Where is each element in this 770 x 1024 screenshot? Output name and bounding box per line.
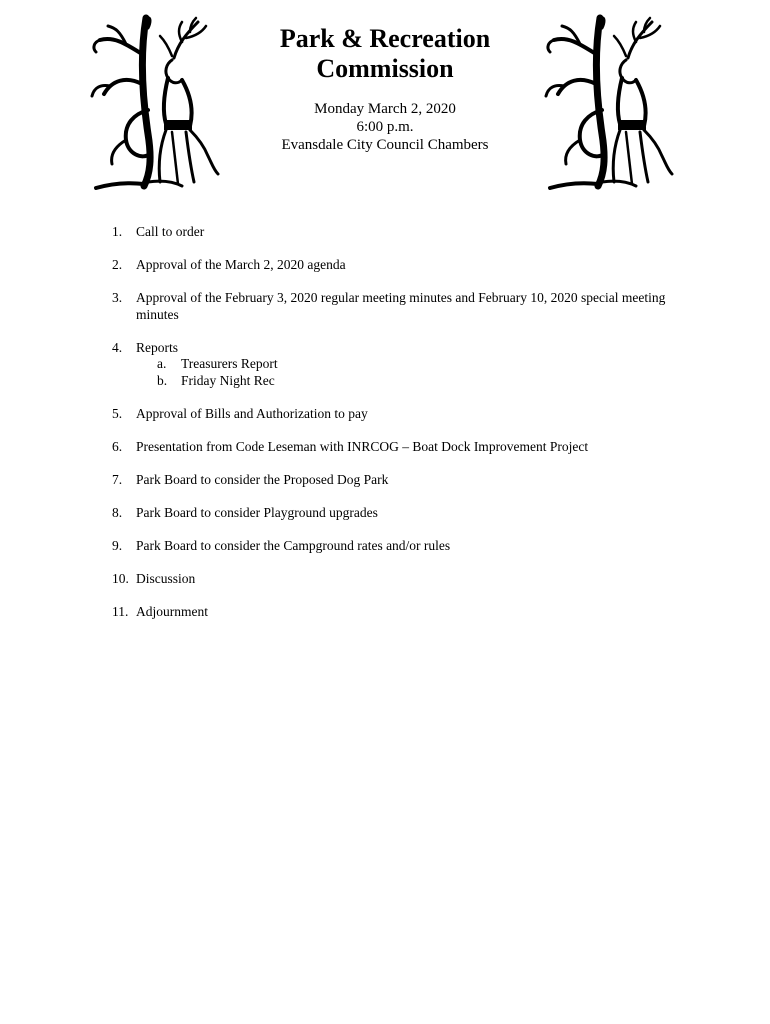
agenda-item-number: 10. xyxy=(112,570,129,586)
agenda-subitem-text: Treasurers Report xyxy=(181,356,278,371)
agenda-item-text: Approval of the March 2, 2020 agenda xyxy=(136,257,346,272)
deer-tree-illustration xyxy=(86,14,226,190)
agenda-item-number: 3. xyxy=(112,290,123,305)
agenda-item xyxy=(112,406,692,423)
deer-logo-left xyxy=(86,14,226,190)
agenda-item xyxy=(112,340,692,390)
agenda-item xyxy=(112,224,692,241)
agenda-list xyxy=(112,224,692,637)
agenda-item-text: Park Board to consider Playground upgrades xyxy=(136,504,378,520)
agenda-item-text: Presentation from Code Leseman with INRCOG – Boat Dock Improvement Project xyxy=(136,438,589,454)
title-line-1: Park & Recreation xyxy=(279,24,491,53)
agenda-item-number: 4. xyxy=(112,339,123,355)
agenda-item-number: 5. xyxy=(112,405,123,421)
agenda-item-number: 8. xyxy=(112,504,123,520)
page-title xyxy=(230,24,540,84)
agenda-item xyxy=(112,505,692,522)
agenda-item-number: 9. xyxy=(112,537,123,553)
meeting-date: Monday March 2, 2020 xyxy=(314,101,456,117)
agenda-item-number: 7. xyxy=(112,471,123,487)
agenda-item-text: Discussion xyxy=(136,570,196,586)
agenda-item-text: Reports xyxy=(136,339,178,355)
document-header xyxy=(230,24,540,154)
deer-tree-illustration xyxy=(540,14,680,190)
title-line-2: Commission xyxy=(316,54,454,83)
agenda-item-text: Approval of Bills and Authorization to pay xyxy=(136,405,368,421)
agenda-subitem-text: Friday Night Rec xyxy=(181,372,275,388)
agenda-item-number: 2. xyxy=(112,257,123,272)
agenda-item xyxy=(112,257,692,274)
agenda-subitem-letter: b. xyxy=(157,372,168,388)
deer-logo-right xyxy=(540,14,680,190)
meeting-time: 6:00 p.m. xyxy=(356,119,414,135)
agenda-item xyxy=(112,538,692,555)
agenda-subitem xyxy=(136,373,692,390)
agenda-item xyxy=(112,604,692,621)
agenda-item xyxy=(112,472,692,489)
agenda-item-body xyxy=(136,340,692,390)
agenda-item-text: Adjournment xyxy=(136,603,208,619)
meeting-details xyxy=(230,100,540,154)
agenda-item-number: 6. xyxy=(112,438,123,454)
agenda-subitem-letter: a. xyxy=(157,356,167,371)
agenda-item-number: 11. xyxy=(112,603,129,619)
agenda-item-text: Park Board to consider the Campground rates and/or rules xyxy=(136,537,451,553)
meeting-location: Evansdale City Council Chambers xyxy=(281,137,489,153)
agenda-item xyxy=(112,571,692,588)
agenda-item-number: 1. xyxy=(112,224,123,239)
agenda-item xyxy=(112,439,692,456)
agenda-item-text: Call to order xyxy=(136,224,205,239)
agenda-subitem xyxy=(136,356,692,373)
agenda-item-text: Park Board to consider the Proposed Dog Park xyxy=(136,471,389,487)
agenda-item xyxy=(112,290,692,323)
agenda-item-text: Approval of the February 3, 2020 regular meeting minutes and February 10, 2020 special meeting minutes xyxy=(136,290,666,322)
